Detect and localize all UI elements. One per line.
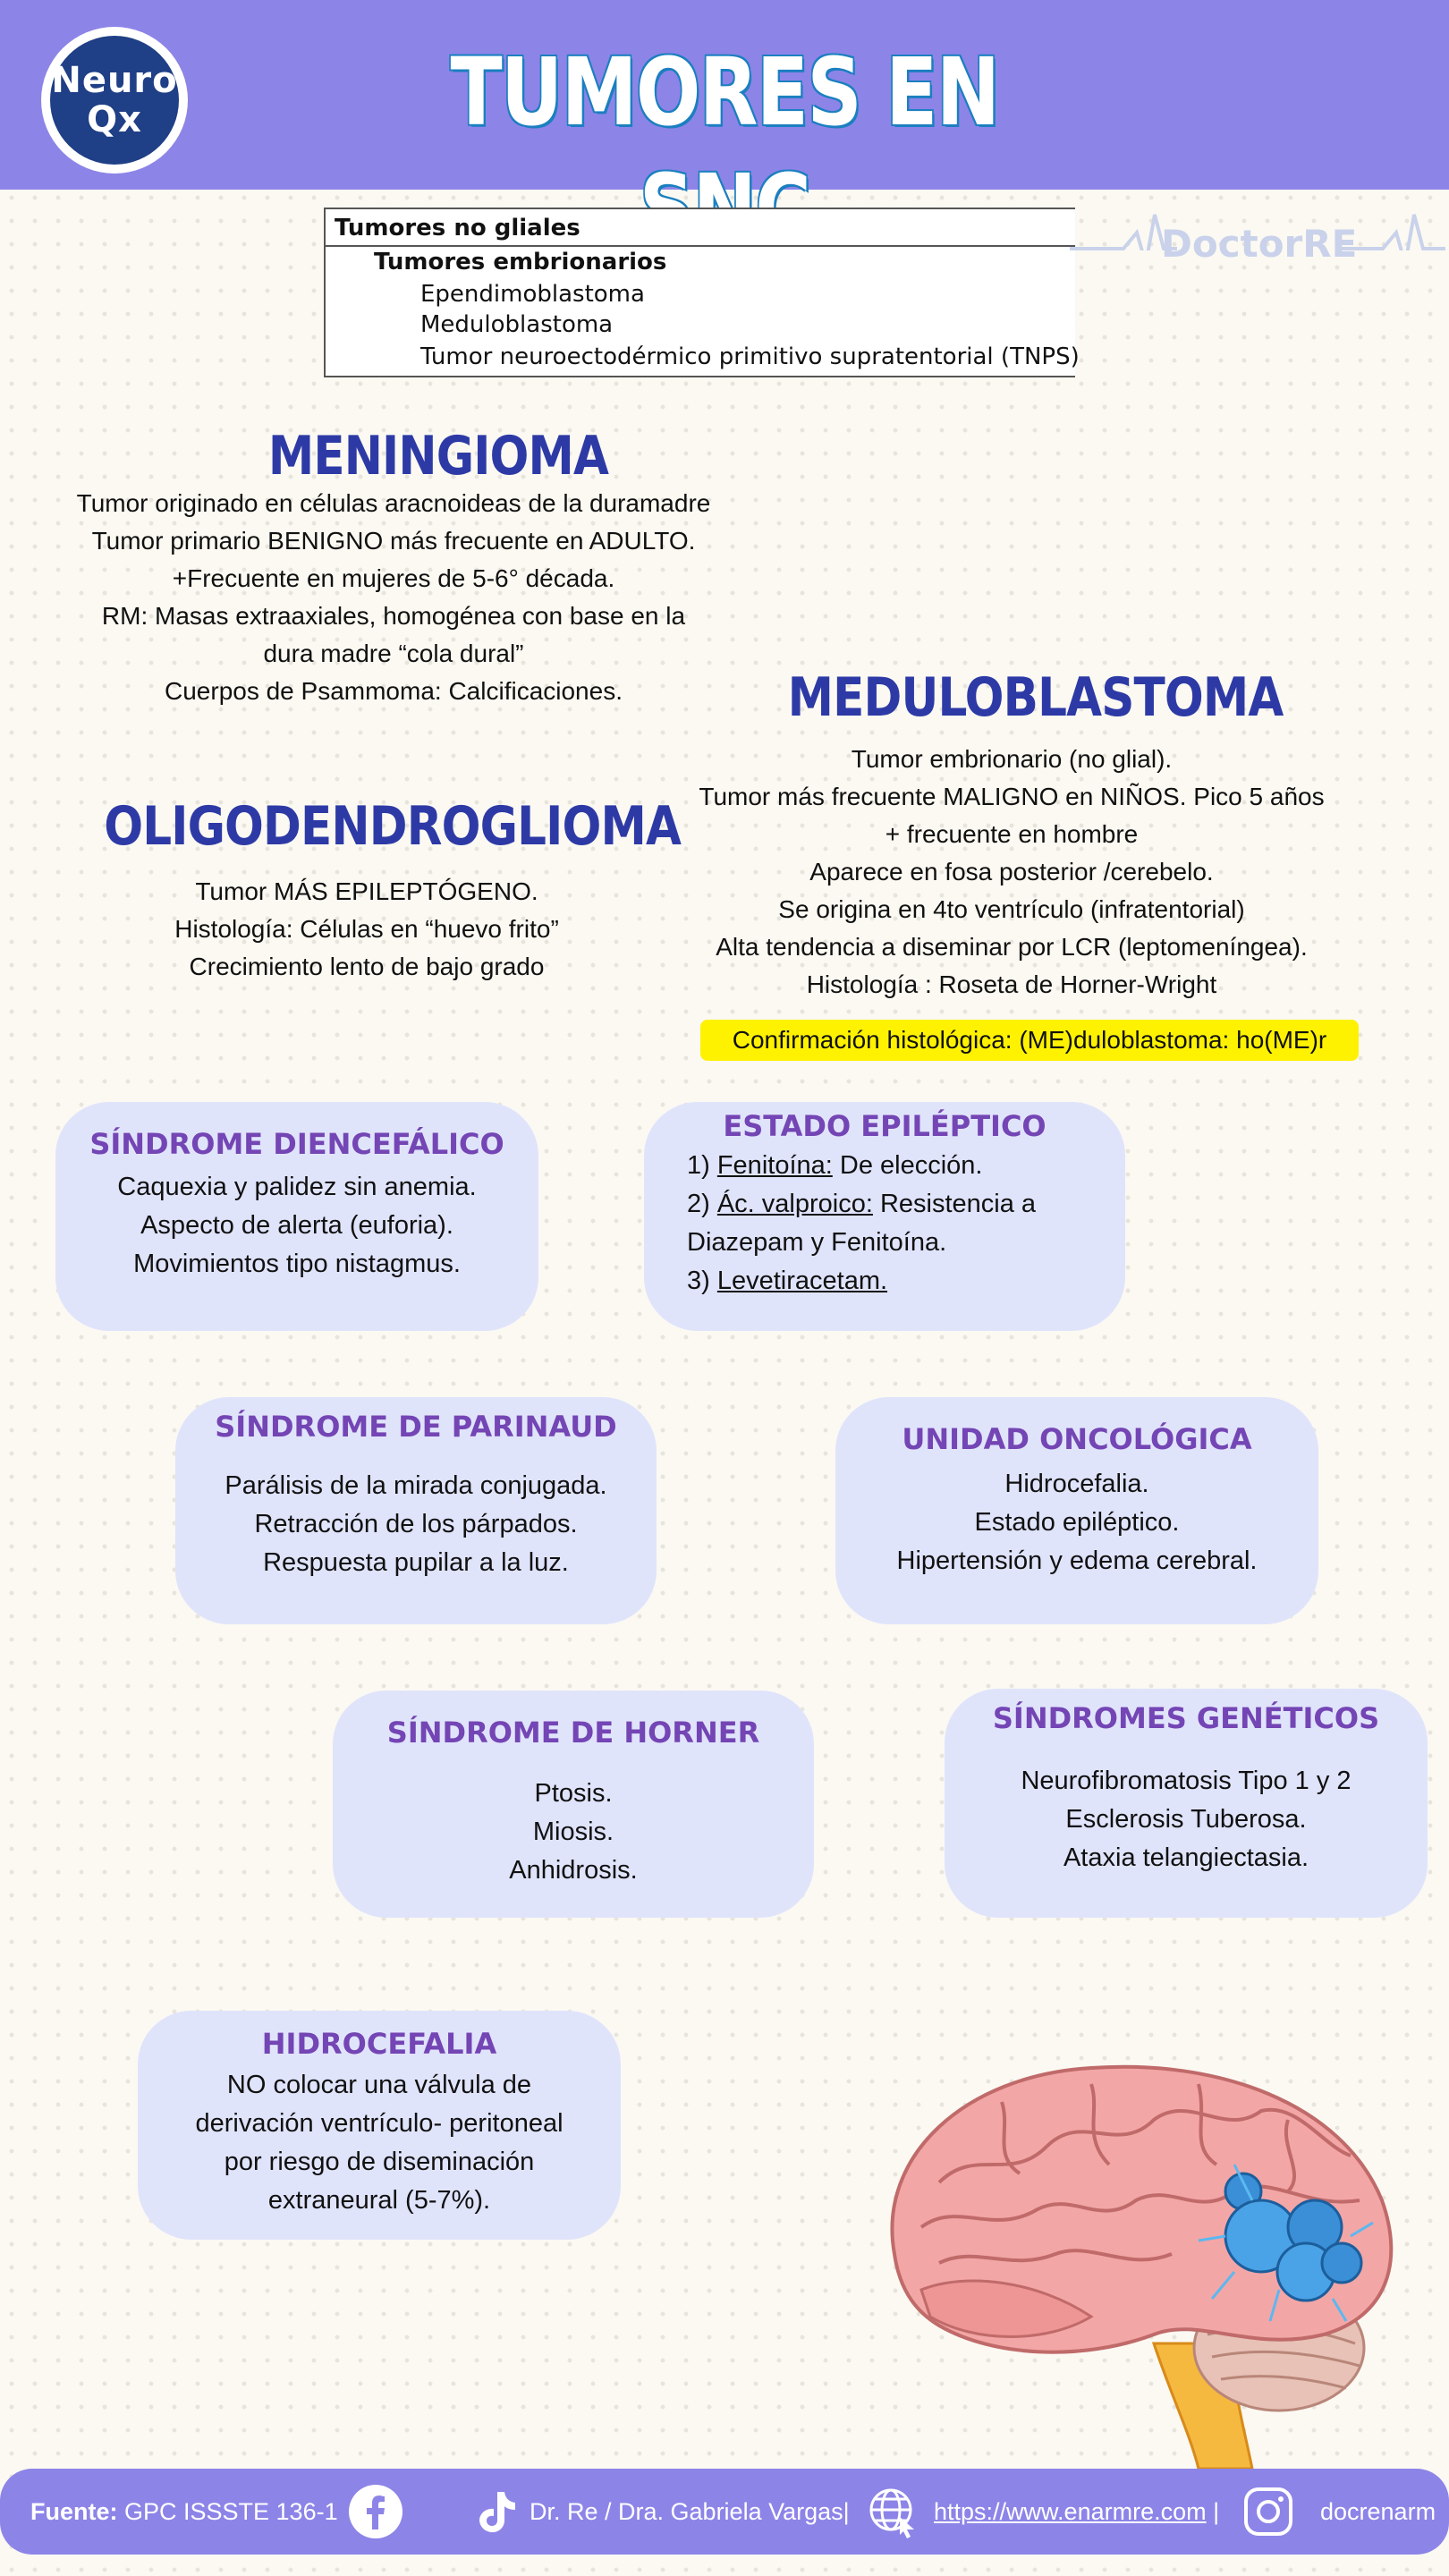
text-line: Miosis. <box>532 1818 614 1846</box>
text-line: Parálisis de la mirada conjugada. <box>225 1471 607 1500</box>
card-sindrome-horner <box>333 1690 814 1918</box>
globe-icon[interactable] <box>866 2485 919 2538</box>
oligodendroglioma-text <box>72 873 662 986</box>
text-line: Hidrocefalia. <box>1004 1470 1149 1498</box>
text-line: Tumor primario BENIGNO más frecuente en ADULTO. <box>91 527 696 555</box>
oligodendroglioma-title: OLIGODENDROGLIOMA <box>104 795 682 858</box>
meningioma-text <box>18 485 769 710</box>
list-number: 1) <box>687 1151 717 1180</box>
text-line: Neurofibromatosis Tipo 1 y 2 <box>1021 1767 1352 1795</box>
text-line <box>687 1185 1116 1224</box>
drug-name: Ác. valproico: <box>716 1190 873 1218</box>
instagram-icon[interactable] <box>1241 2485 1295 2538</box>
logo-line2: Qx <box>87 99 142 140</box>
card-sindrome-parinaud <box>175 1397 657 1624</box>
table-row: Tumor neuroectodérmico primitivo supratentorial (TNPS) <box>420 343 1080 370</box>
table-divider <box>326 245 1075 247</box>
card-title: SÍNDROMES GENÉTICOS <box>992 1701 1380 1735</box>
text-line: extraneural (5-7%). <box>267 2186 491 2215</box>
separator: | <box>1206 2498 1220 2525</box>
text-line: dura madre “cola dural” <box>263 640 524 667</box>
drug-name: Fenitoína: <box>716 1151 833 1180</box>
card-estado-epileptico <box>644 1102 1125 1331</box>
card-title: HIDROCEFALIA <box>261 2027 497 2061</box>
meningioma-title: MENINGIOMA <box>267 425 609 487</box>
text-line: Aspecto de alerta (euforia). <box>140 1211 453 1240</box>
instagram-handle[interactable]: docrenarm <box>1320 2498 1436 2525</box>
text-line: Crecimiento lento de bajo grado <box>189 953 545 980</box>
text-line: Aparece en fosa posterior /cerebelo. <box>809 858 1214 886</box>
card-sindromes-geneticos <box>945 1689 1428 1918</box>
text-line: Tumor embrionario (no glial). <box>851 745 1173 773</box>
card-hidrocefalia <box>138 2011 621 2240</box>
text-line: derivación ventrículo- peritoneal <box>195 2109 564 2138</box>
list-number: 2) <box>687 1190 717 1218</box>
meduloblastoma-title: MEDULOBLASTOMA <box>787 666 1284 729</box>
text-line: Cuerpos de Psammoma: Calcificaciones. <box>165 677 623 705</box>
doctorre-watermark <box>1070 179 1445 266</box>
tumor-classification-table <box>324 208 1080 377</box>
text-line: Hipertensión y edema cerebral. <box>896 1546 1258 1575</box>
table-row: Ependimoblastoma <box>420 281 645 308</box>
logo-line1: Neuro <box>51 60 178 101</box>
card-sindrome-diencefalico <box>55 1102 538 1331</box>
meduloblastoma-text <box>644 741 1379 1004</box>
brain-tumor-illustration <box>859 2048 1413 2478</box>
text-line: Tumor más frecuente MALIGNO en NIÑOS. Pico 5 años <box>699 783 1325 810</box>
text-line: Diazepam y Fenitoína. <box>687 1228 947 1257</box>
card-title: ESTADO EPILÉPTICO <box>723 1109 1046 1143</box>
text-line: Histología: Células en “huevo frito” <box>174 915 559 943</box>
facebook-icon[interactable] <box>349 2485 402 2538</box>
text-line: Ataxia telangiectasia. <box>1063 1843 1309 1872</box>
text-line: RM: Masas extraaxiales, homogénea con base en la <box>101 602 686 630</box>
text-line: por riesgo de diseminación <box>224 2148 535 2176</box>
text-line: Caquexia y palidez sin anemia. <box>117 1173 477 1201</box>
card-body <box>138 2066 621 2220</box>
text-line: Alta tendencia a diseminar por LCR (leptomeníngea). <box>716 933 1308 961</box>
card-title: UNIDAD ONCOLÓGICA <box>902 1422 1252 1456</box>
table-row: Tumores embrionarios <box>374 249 667 275</box>
website-link[interactable]: https://www.enarmre.com <box>934 2498 1207 2525</box>
text-line: Tumor originado en células aracnoideas de la duramadre <box>76 489 711 517</box>
text-line: + frecuente en hombre <box>885 820 1139 848</box>
text-line <box>687 1147 1116 1185</box>
card-unidad-oncologica <box>835 1397 1318 1624</box>
card-title: SÍNDROME DIENCEFÁLICO <box>89 1127 504 1161</box>
mnemonic-highlight: Confirmación histológica: (ME)duloblastoma: ho(ME)r <box>700 1020 1359 1061</box>
tiktok-icon[interactable] <box>469 2485 522 2538</box>
drug-note: Resistencia a <box>872 1190 1037 1218</box>
neuroqx-logo <box>41 27 188 174</box>
text-line: Retracción de los párpados. <box>254 1510 578 1538</box>
card-body <box>945 1762 1428 1877</box>
text-line: NO colocar una válvula de <box>226 2071 532 2099</box>
footer-link-wrap <box>934 2469 1219 2555</box>
list-number: 3) <box>687 1267 717 1295</box>
table-row: Meduloblastoma <box>420 311 614 338</box>
card-body <box>835 1465 1318 1580</box>
card-body <box>333 1775 814 1890</box>
text-line: Ptosis. <box>534 1779 613 1808</box>
source-label: Fuente: <box>30 2498 118 2525</box>
drug-note: De elección. <box>832 1151 983 1180</box>
text-line: Estado epiléptico. <box>974 1508 1180 1537</box>
watermark-text: DoctorRE <box>1161 222 1358 266</box>
text-line: Anhidrosis. <box>509 1856 638 1885</box>
card-title: SÍNDROME DE PARINAUD <box>215 1410 617 1444</box>
text-line: Movimientos tipo nistagmus. <box>133 1250 461 1278</box>
table-row-header: Tumores no gliales <box>335 215 580 242</box>
footer-source <box>30 2469 338 2555</box>
card-body <box>55 1168 538 1284</box>
footer-bar <box>0 2469 1449 2555</box>
text-line: Histología : Roseta de Horner-Wright <box>806 970 1217 998</box>
text-line: +Frecuente en mujeres de 5-6° década. <box>172 564 615 592</box>
text-line: Tumor MÁS EPILEPTÓGENO. <box>195 877 538 905</box>
card-title: SÍNDROME DE HORNER <box>386 1716 760 1750</box>
text-line: Se origina en 4to ventrículo (infratentorial) <box>778 895 1245 923</box>
card-body <box>687 1147 1116 1301</box>
text-line: Esclerosis Tuberosa. <box>1065 1805 1307 1834</box>
card-body <box>175 1467 657 1582</box>
source-value: GPC ISSSTE 136-1 <box>117 2498 338 2525</box>
text-line <box>687 1262 1116 1301</box>
text-line: Respuesta pupilar a la luz. <box>263 1548 569 1577</box>
drug-name: Levetiracetam. <box>716 1267 888 1295</box>
page-title: TUMORES EN <box>450 38 999 147</box>
footer-authors: Dr. Re / Dra. Gabriela Vargas| <box>530 2498 850 2525</box>
